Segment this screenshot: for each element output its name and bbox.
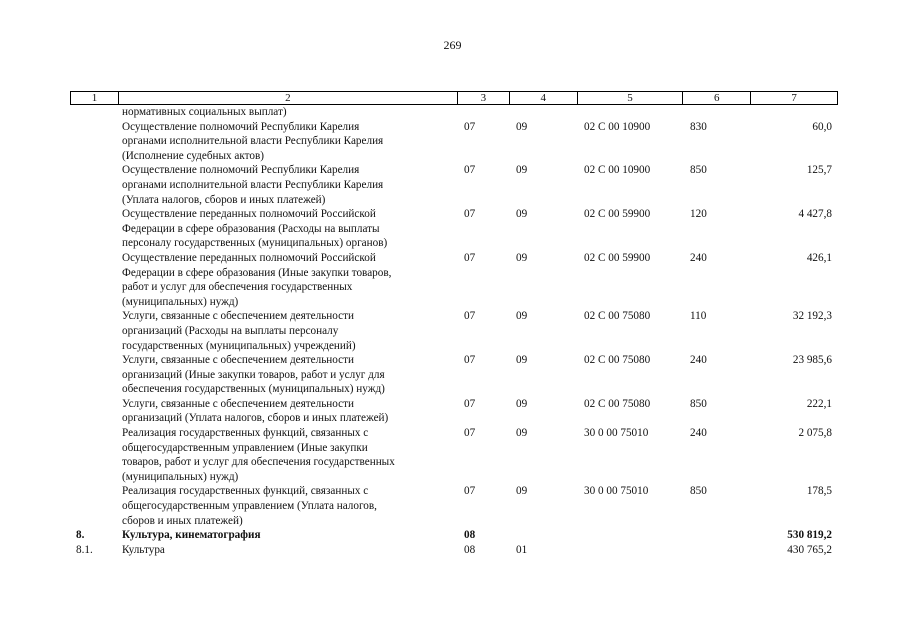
- row-amount: 32 192,3: [792, 310, 832, 323]
- table-body: [70, 105, 838, 557]
- row-target-article: [578, 105, 684, 120]
- row-section: 07: [464, 208, 476, 221]
- row-name: Реализация государственных функций, связанных с общегосударственным управлением (Иные закупки товаров, работ и услуг для обеспечения государственных (муниципальных) нужд): [122, 427, 395, 483]
- row-number: [70, 120, 118, 164]
- row-expense-type: 240: [690, 251, 707, 264]
- header-col-6: 6: [683, 92, 751, 104]
- table-row: [70, 484, 838, 528]
- row-target-article: 02 С 00 10900: [584, 164, 651, 177]
- row-target-article: 30 0 00 75010: [584, 485, 649, 498]
- table-row: [70, 163, 838, 207]
- table-row: [70, 543, 838, 558]
- row-amount: 23 985,6: [792, 354, 832, 367]
- row-expense-type: 120: [690, 208, 707, 221]
- row-name: Реализация государственных функций, связанных с общегосударственным управлением (Уплата налогов, сборов и иных платежей): [122, 485, 377, 527]
- row-section: 07: [464, 164, 476, 177]
- row-number: [70, 353, 118, 397]
- row-subsection: 09: [516, 208, 528, 221]
- row-subsection: 09: [516, 310, 528, 323]
- row-name: нормативных социальных выплат): [122, 106, 287, 118]
- row-target-article: 02 С 00 75080: [584, 397, 651, 410]
- row-amount: 178,5: [806, 485, 832, 498]
- row-amount: [752, 105, 838, 120]
- row-number: 8.: [76, 529, 85, 542]
- row-target-article: 02 С 00 75080: [584, 354, 651, 367]
- table-row: [70, 251, 838, 309]
- row-number: [70, 484, 118, 528]
- row-amount: 222,1: [806, 397, 832, 410]
- table-row: [70, 528, 838, 543]
- row-name: Осуществление переданных полномочий Российской Федерации в сфере образования (Иные закупки товаров, работ и услуг для обеспечения государственных (муниципальных) нужд): [122, 251, 392, 308]
- row-number: [70, 397, 118, 426]
- row-subsection: 09: [516, 120, 528, 133]
- table-row: [70, 207, 838, 251]
- row-name: Услуги, связанные с обеспечением деятельности организаций (Иные закупки товаров, работ и услуг для обеспечения государственных (муниципальных) нужд): [122, 354, 385, 396]
- row-amount: 60,0: [812, 120, 832, 133]
- row-expense-type: [684, 543, 752, 558]
- row-name: Осуществление полномочий Республики Карелия органами исполнительной власти Республики Карелия (Исполнение судебных актов): [122, 120, 384, 162]
- row-expense-type: 830: [690, 120, 707, 133]
- row-number: [70, 309, 118, 353]
- row-section: 08: [464, 529, 476, 542]
- row-number: [70, 105, 118, 120]
- row-target-article: 02 С 00 75080: [584, 310, 651, 323]
- header-col-1: 1: [71, 92, 119, 104]
- header-col-5: 5: [578, 92, 684, 104]
- row-name: Осуществление полномочий Республики Карелия органами исполнительной власти Республики Карелия (Уплата налогов, сборов и иных платежей): [122, 164, 384, 206]
- row-subsection: 09: [516, 354, 528, 367]
- row-target-article: [578, 543, 684, 558]
- budget-table: [70, 91, 838, 557]
- table-row: [70, 309, 838, 353]
- row-amount: 430 765,2: [787, 543, 832, 556]
- row-expense-type: 240: [690, 427, 707, 440]
- table-row: [70, 426, 838, 484]
- table-row: [70, 120, 838, 164]
- row-name: Услуги, связанные с обеспечением деятельности организаций (Уплата налогов, сборов и иных платежей): [122, 397, 389, 425]
- row-section: 07: [464, 120, 476, 133]
- row-expense-type: 850: [690, 397, 707, 410]
- row-number: [70, 426, 118, 484]
- row-expense-type: [684, 528, 752, 543]
- row-target-article: 02 С 00 10900: [584, 120, 651, 133]
- row-name: Культура: [122, 543, 165, 556]
- row-amount: 2 075,8: [798, 427, 832, 440]
- table-row: [70, 397, 838, 426]
- row-subsection: 09: [516, 485, 528, 498]
- row-target-article: [578, 528, 684, 543]
- row-target-article: 30 0 00 75010: [584, 427, 649, 440]
- row-subsection: [510, 528, 578, 543]
- row-name: Услуги, связанные с обеспечением деятельности организаций (Расходы на выплаты персоналу государственных (муниципальных) учреждений): [122, 310, 356, 352]
- table-row: [70, 105, 838, 120]
- row-subsection: 09: [516, 397, 528, 410]
- header-col-3: 3: [458, 92, 510, 104]
- table-header-row: [70, 91, 838, 105]
- row-expense-type: [684, 105, 752, 120]
- row-target-article: 02 С 00 59900: [584, 208, 651, 221]
- row-section: 07: [464, 251, 476, 264]
- row-number: 8.1.: [76, 543, 93, 556]
- row-subsection: [510, 105, 578, 120]
- row-section: 07: [464, 310, 476, 323]
- row-section: [458, 105, 510, 120]
- row-amount: 125,7: [806, 164, 832, 177]
- row-subsection: 09: [516, 427, 528, 440]
- row-amount: 426,1: [806, 251, 832, 264]
- row-amount: 530 819,2: [787, 529, 832, 542]
- row-expense-type: 240: [690, 354, 707, 367]
- row-section: 07: [464, 427, 476, 440]
- row-subsection: 01: [516, 543, 528, 556]
- row-section: 07: [464, 354, 476, 367]
- table-row: [70, 353, 838, 397]
- row-target-article: 02 С 00 59900: [584, 251, 651, 264]
- row-subsection: 09: [516, 251, 528, 264]
- row-name: Культура, кинематография: [122, 529, 261, 542]
- row-section: 07: [464, 397, 476, 410]
- row-expense-type: 850: [690, 164, 707, 177]
- header-col-4: 4: [510, 92, 578, 104]
- row-number: [70, 251, 118, 309]
- row-section: 07: [464, 485, 476, 498]
- row-section: 08: [464, 543, 476, 556]
- row-expense-type: 850: [690, 485, 707, 498]
- row-number: [70, 207, 118, 251]
- header-col-7: 7: [791, 92, 797, 104]
- header-col-2: 2: [119, 92, 458, 104]
- row-name: Осуществление переданных полномочий Российской Федерации в сфере образования (Расходы на выплаты персоналу государственных (муниципальных) органов): [122, 208, 388, 250]
- row-expense-type: 110: [690, 310, 707, 323]
- page-number: 269: [443, 38, 462, 52]
- row-number: [70, 163, 118, 207]
- row-subsection: 09: [516, 164, 528, 177]
- row-amount: 4 427,8: [798, 208, 832, 221]
